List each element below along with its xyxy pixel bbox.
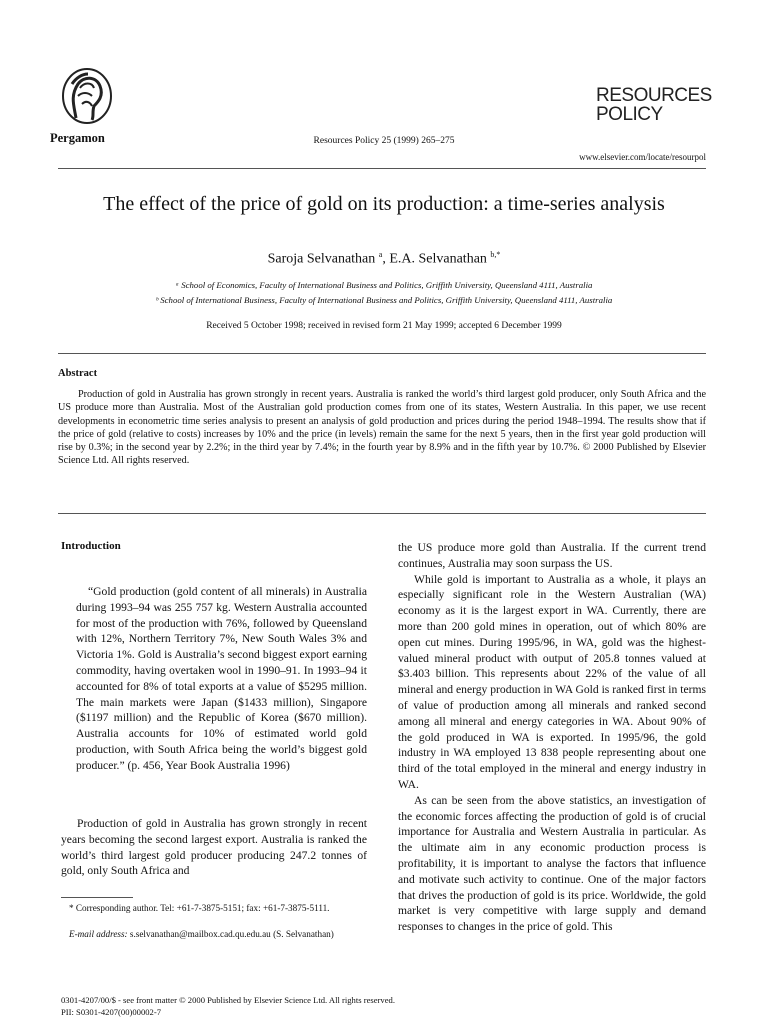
elsevier-tree-logo-icon (58, 66, 116, 130)
journal-name-line2: POLICY (596, 104, 663, 125)
email-address[interactable]: s.selvanathan@mailbox.cad.qu.edu.au (S. Selvanathan) (127, 929, 334, 939)
body-paragraph: the US produce more gold than Australia. If the current trend continues, Australia may soon surpass the US. (398, 541, 706, 570)
affiliation-b: ᵇ School of International Business, Faculty of International Business and Politics, Griffith University, Queensland 4111, Australia (155, 295, 613, 305)
journal-name (596, 86, 712, 124)
email-label: E-mail address: (69, 929, 128, 939)
journal-citation: Resources Policy 25 (1999) 265–275 (313, 136, 455, 146)
footnote-corresponding-author: * Corresponding author. Tel: +61-7-3875-5151; fax: +61-7-3875-5111. (69, 903, 330, 913)
affiliation-marker: b,* (490, 250, 501, 259)
section-heading: Introduction (61, 540, 121, 552)
block-quote: “Gold production (gold content of all minerals) in Australia during 1993–94 was 255 757 kg. Western Australia accounted for most of the production with 76%, followed by Queensland with 12%, Northern Territory 7%, New South Wales 3% and Victoria 1%. Gold is Australia’s second biggest export earning commodity, having overtaken wool in 1990–91. In 1993–94 it accounted for 8% of total exports at a value of $5295 million. The main markets were Japan ($1433 million), Singapore ($1197 million) and the Republic of Korea ($670 million). Australia accounts for 10% of estimated world gold production, with South Africa being the world’s biggest gold producer.” (p. 456, Year Book Australia 1996) (76, 585, 367, 772)
author-name: E.A. Selvanathan (389, 251, 487, 267)
received-dates: Received 5 October 1998; received in revised form 21 May 1999; accepted 6 December 1999 (206, 321, 562, 331)
author-name: Saroja Selvanathan (267, 251, 376, 267)
body-paragraph: As can be seen from the above statistics, an investigation of the economic forces affecting the production of gold is of crucial importance for Australia and Western Australia in particular. As the ultimate aim in any economic production process is profitability, it is important to analyse the factors that influence and motivate such activity to continue. One of the major factors that drives the production of gold is its price. Worldwide, the gold market is very competitive with large supply and demand responses to changes in the price of gold. This (398, 793, 706, 934)
header-divider (58, 168, 706, 169)
publisher-name: Pergamon (50, 131, 105, 145)
right-column (398, 540, 706, 935)
pii-line: PII: S0301-4207(00)00002-7 (61, 1007, 162, 1017)
journal-name-line1: RESOURCES (596, 85, 712, 106)
abstract-bottom-divider (58, 513, 706, 514)
footnote-divider (61, 897, 133, 898)
copyright-line: 0301-4207/00/$ - see front matter © 2000 Published by Elsevier Science Ltd. All rights reserved. (61, 995, 395, 1005)
article-title: The effect of the price of gold on its production: a time-series analysis (103, 193, 665, 215)
body-paragraph: While gold is important to Australia as a whole, it plays an especially significant role in the Western Australian (WA) economy as it is the largest export in WA. Currently, there are more than 200 gold mines in operation, out of which 80% are open cut mines. During 1995/96, in WA, gold was the highest-valued mineral product with output of 205.8 tonnes valued at $3.403 billion. This represents about 22% of the value of all mineral and energy production in WA Gold is ranked first in terms of value of production among all minerals and ranked second among all mineral and energy categories in WA. About 90% of the gold produced in WA is exported. In 1995/96, the gold industry in WA employed 13 838 people representing about one third of the total employed in the mineral and energy industry in WA. (398, 572, 706, 791)
abstract-top-divider (58, 353, 706, 354)
abstract-heading: Abstract (58, 368, 98, 379)
affiliation-marker: a (378, 250, 383, 259)
footnote-email (61, 929, 367, 941)
author-list: Saroja Selvanathan $^a$, E.A. Selvanathan $^{b,*}$ (267, 250, 501, 267)
journal-url[interactable]: www.elsevier.com/locate/resourpol (579, 152, 706, 162)
abstract-text: Production of gold in Australia has grown strongly in recent years. Australia is ranked the world’s third largest gold producer, only South Africa and the US produce more than Australia. Most of the Australian gold production comes from one of its states, Western Australia. In this paper, we use recent developments in econometric time series analysis to present an analysis of gold production and prices during the period 1948–1994. The results show that if the price of gold (relative to costs) increases by 10% and the price (in levels) remain the same for the next 5 years, then in the first year gold production will rise by 0.3%; in the second year by 2.2%; in the third year by 7.4%; in the fourth year by 8.9% and in the fifth year by 10.7%. © 2000 Published by Elsevier Science Ltd. All rights reserved. (58, 389, 706, 467)
affiliation-a: ᵃ School of Economics, Faculty of International Business and Politics, Griffith University, Queensland 4111, Australia (175, 280, 593, 290)
body-paragraph: Production of gold in Australia has grown strongly in recent years becoming the second largest export. Australia is ranked the world’s third largest gold producer producing 247.2 tonnes of gold, only South Africa and (61, 817, 367, 878)
